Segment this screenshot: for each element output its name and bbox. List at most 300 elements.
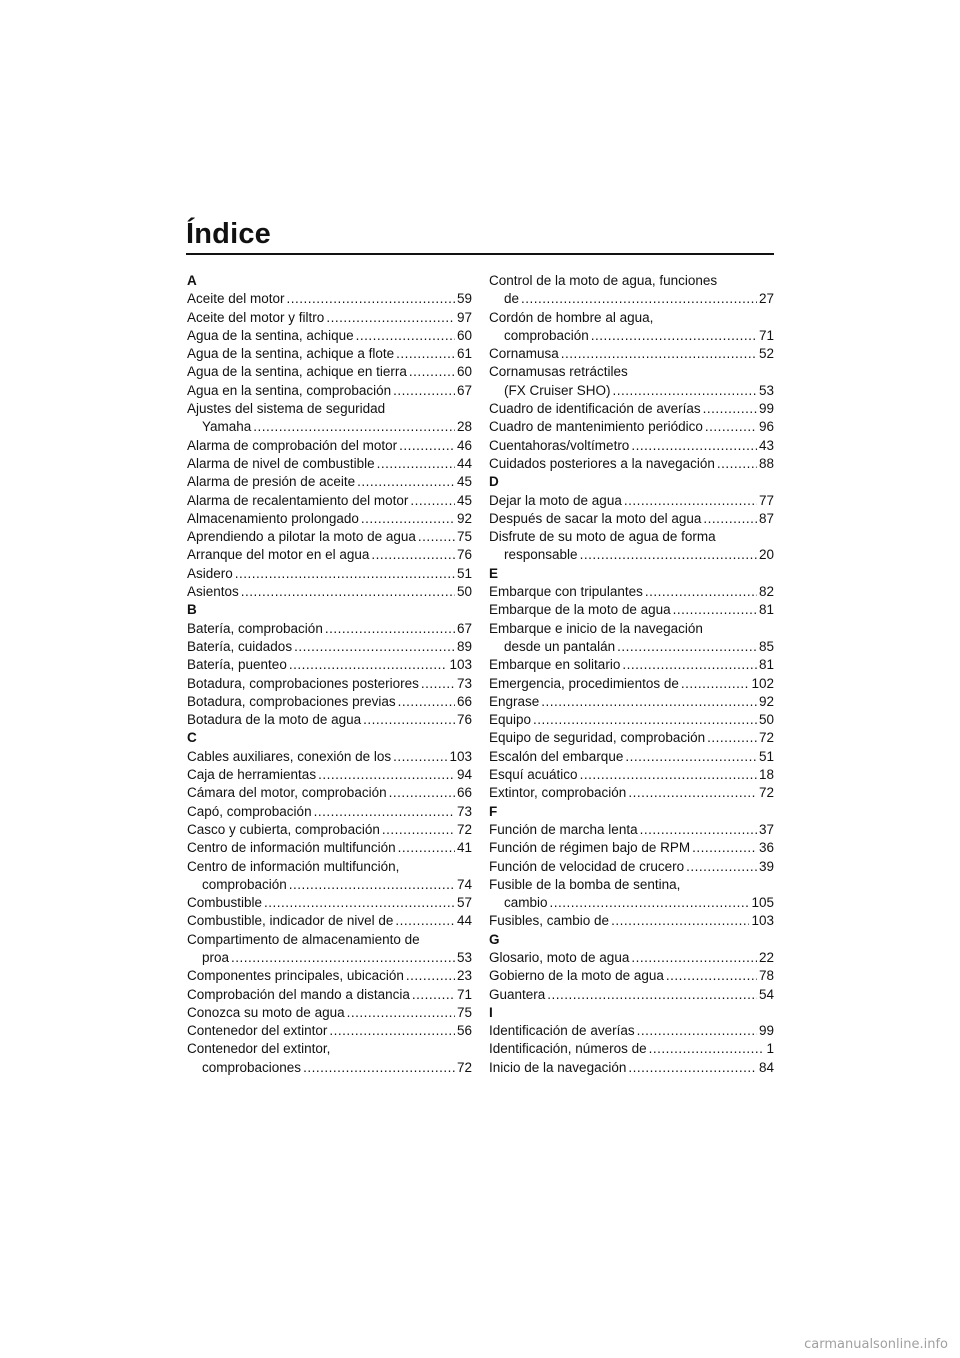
dot-leader (396, 345, 455, 363)
index-entry (187, 455, 472, 473)
index-entry (489, 693, 774, 711)
index-entry-text: Batería, comprobación (187, 620, 323, 636)
dot-leader (318, 766, 455, 784)
index-entry-page: 50 (758, 712, 774, 728)
index-entry (489, 912, 774, 930)
dot-leader (591, 327, 757, 345)
dot-leader (521, 290, 757, 308)
index-entry (489, 986, 774, 1004)
index-entry (187, 510, 472, 528)
dot-leader (418, 528, 455, 546)
index-entry-page: 36 (758, 840, 774, 856)
index-entry-continuation (187, 1059, 472, 1077)
index-entry (187, 437, 472, 455)
index-entry (187, 656, 472, 674)
index-entry-heading: Fusible de la bomba de sentina, (489, 876, 681, 892)
index-entry-page: 73 (456, 803, 472, 819)
index-entry (489, 345, 774, 363)
index-entry-text: Identificación, números de (489, 1041, 647, 1057)
index-entry-text: (FX Cruiser SHO) (504, 382, 611, 398)
dot-leader (421, 675, 455, 693)
index-entry-page: 103 (751, 913, 774, 929)
dot-leader (289, 876, 455, 894)
index-entry-continuation (489, 894, 774, 912)
index-entry-text: Contenedor del extintor (187, 1023, 328, 1039)
index-entry-text: comprobación (504, 327, 589, 343)
dot-leader (382, 821, 455, 839)
dot-leader (399, 437, 455, 455)
index-entry-continuation (489, 546, 774, 564)
index-entry-page: 1 (766, 1041, 774, 1057)
index-entry-page: 41 (456, 840, 472, 856)
dot-leader (561, 345, 757, 363)
index-entry (489, 656, 774, 674)
index-entry-heading: Disfrute de su moto de agua de forma (489, 529, 716, 545)
index-entry-text: desde un pantalán (504, 638, 616, 654)
dot-leader (611, 912, 749, 930)
index-entry-text: Después de sacar la moto del agua (489, 510, 702, 526)
index-entry (187, 693, 472, 711)
index-entry-page: 22 (758, 949, 774, 965)
dot-leader (649, 1040, 765, 1058)
index-entry-text: Alarma de presión de aceite (187, 474, 356, 490)
index-entry-text: Aprendiendo a pilotar la moto de agua (187, 529, 416, 545)
index-entry-text: Gobierno de la moto de agua (489, 968, 664, 984)
index-entry-text: Engrase (489, 693, 540, 709)
dot-leader (673, 601, 757, 619)
index-entry-page: 37 (758, 821, 774, 837)
index-entry-text: Función de marcha lenta (489, 821, 638, 837)
index-entry-text: Asientos (187, 584, 239, 600)
index-entry-page: 53 (456, 949, 472, 965)
dot-leader (395, 912, 455, 930)
dot-leader (389, 784, 455, 802)
dot-leader (406, 967, 455, 985)
index-entry-page: 20 (758, 547, 774, 563)
index-entry-text: Botadura, comprobaciones previas (187, 693, 396, 709)
index-entry-page: 71 (456, 986, 472, 1002)
index-entry (187, 675, 472, 693)
index-entry (489, 711, 774, 729)
index-entry-page: 89 (456, 638, 472, 654)
dot-leader (361, 510, 455, 528)
dot-leader (377, 455, 455, 473)
index-entry (187, 345, 472, 363)
index-entry-heading: Cordón de hombre al agua, (489, 309, 654, 325)
index-entry (187, 620, 472, 638)
dot-leader (645, 583, 757, 601)
dot-leader (703, 510, 757, 528)
index-entry-continuation (489, 290, 774, 308)
index-entry-page: 44 (456, 913, 472, 929)
index-entry-heading: Embarque e inicio de la navegación (489, 620, 703, 636)
index-entry (187, 803, 472, 821)
index-entry (187, 894, 472, 912)
index-entry-page: 92 (758, 693, 774, 709)
dot-leader (412, 986, 455, 1004)
index-entry-page: 99 (758, 401, 774, 417)
index-entry (187, 912, 472, 930)
index-entry-page: 103 (449, 748, 472, 764)
index-entry (187, 711, 472, 729)
index-entry-text: Agua de la sentina, achique (187, 327, 354, 343)
index-entry-page: 44 (456, 455, 472, 471)
dot-leader (294, 638, 455, 656)
index-entry-page: 18 (758, 767, 774, 783)
index-entry-text: Botadura, comprobaciones posteriores (187, 675, 419, 691)
index-entry (489, 455, 774, 473)
dot-leader (550, 894, 750, 912)
index-entry (187, 473, 472, 491)
index-entry-continuation (187, 418, 472, 436)
index-section-letter: I (489, 1004, 493, 1020)
index-entry-text: Embarque con tripulantes (489, 584, 643, 600)
dot-leader (347, 1004, 455, 1022)
dot-leader (613, 382, 757, 400)
dot-leader (707, 729, 757, 747)
index-entry-page: 74 (456, 876, 472, 892)
index-entry-page: 102 (751, 675, 774, 691)
index-entry-page: 28 (456, 419, 472, 435)
index-entry-page: 39 (758, 858, 774, 874)
index-entry (489, 949, 774, 967)
index-entry-page: 59 (456, 291, 472, 307)
dot-leader (580, 766, 757, 784)
index-entry-continuation (489, 382, 774, 400)
index-entry-text: Inicio de la navegación (489, 1059, 627, 1075)
index-entry-text: Comprobación del mando a distancia (187, 986, 410, 1002)
index-entry (187, 327, 472, 345)
dot-leader (398, 693, 455, 711)
index-entry-text: Cámara del motor, comprobación (187, 785, 387, 801)
dot-leader (580, 546, 757, 564)
dot-leader (409, 363, 455, 381)
index-entry-page: 72 (456, 821, 472, 837)
index-entry (489, 418, 774, 436)
index-entry (187, 748, 472, 766)
index-entry-page: 46 (456, 437, 472, 453)
dot-leader (326, 309, 455, 327)
index-entry-text: comprobaciones (202, 1059, 302, 1075)
dot-leader (703, 400, 757, 418)
index-entry-heading: Control de la moto de agua, funciones (489, 273, 718, 288)
index-entry-text: Aceite del motor (187, 291, 285, 307)
dot-leader (314, 803, 455, 821)
index-entry (489, 437, 774, 455)
index-entry-page: 105 (751, 895, 774, 911)
index-entry-text: Alarma de comprobación del motor (187, 437, 398, 453)
index-entry-page: 87 (758, 510, 774, 526)
index-entry (489, 1040, 774, 1058)
index-entry-continuation (187, 876, 472, 894)
index-entry-page: 50 (456, 584, 472, 600)
dot-leader (640, 821, 757, 839)
dot-leader (547, 986, 757, 1004)
index-entry-page: 103 (449, 657, 472, 673)
index-entry (187, 492, 472, 510)
index-entry-text: Cuadro de mantenimiento periódico (489, 419, 703, 435)
index-entry (489, 510, 774, 528)
index-entry-continuation (489, 638, 774, 656)
index-entry-text: cambio (504, 895, 548, 911)
index-entry (187, 784, 472, 802)
dot-leader (628, 784, 757, 802)
index-entry-page: 82 (758, 584, 774, 600)
dot-leader (357, 473, 455, 491)
index-entry-text: Embarque de la moto de agua (489, 602, 671, 618)
index-entry-page: 27 (758, 291, 774, 307)
index-entry-text: proa (202, 949, 230, 965)
index-entry-heading: Ajustes del sistema de seguridad (187, 401, 386, 417)
index-entry (489, 400, 774, 418)
index-entry-page: 60 (456, 364, 472, 380)
index-entry-page: 81 (758, 602, 774, 618)
index-entry-page: 66 (456, 693, 472, 709)
index-entry-text: Arranque del motor en el agua (187, 547, 370, 563)
index-entry-text: de (504, 291, 520, 307)
index-entry-text: Combustible (187, 895, 263, 911)
index-entry-page: 75 (456, 1004, 472, 1020)
index-entry-continuation (489, 327, 774, 345)
index-entry-continuation (187, 949, 472, 967)
index-entry-text: Alarma de nivel de combustible (187, 455, 375, 471)
index-entry (489, 729, 774, 747)
index-entry-text: Glosario, moto de agua (489, 949, 630, 965)
dot-leader (235, 565, 455, 583)
index-entry (489, 1059, 774, 1077)
dot-leader (624, 492, 757, 510)
index-entry-text: Cuidados posteriores a la navegación (489, 455, 715, 471)
index-entry-text: Cornamusa (489, 346, 559, 362)
index-entry (187, 766, 472, 784)
index-entry (489, 766, 774, 784)
index-entry-page: 45 (456, 474, 472, 490)
dot-leader (628, 1059, 757, 1077)
index-entry-page: 94 (456, 767, 472, 783)
index-entry-text: responsable (504, 547, 578, 563)
dot-leader (666, 967, 757, 985)
dot-leader (398, 839, 455, 857)
index-section-letter: C (187, 730, 197, 746)
index-entry-text: Batería, puenteo (187, 657, 287, 673)
index-entry (187, 1004, 472, 1022)
index-entry-heading: Compartimento de almacenamiento de (187, 931, 420, 947)
index-entry-heading: Contenedor del extintor, (187, 1041, 331, 1057)
dot-leader (371, 546, 455, 564)
dot-leader (705, 418, 757, 436)
dot-leader (289, 656, 448, 674)
index-entry (187, 821, 472, 839)
index-entry-text: Equipo (489, 712, 532, 728)
index-entry (187, 583, 472, 601)
index-entry-page: 53 (758, 382, 774, 398)
index-entry-text: Centro de información multifunción (187, 840, 396, 856)
index-entry (489, 492, 774, 510)
dot-leader (692, 839, 757, 857)
index-section-letter: B (187, 602, 197, 618)
dot-leader (410, 492, 455, 510)
index-entry-text: Capó, comprobación (187, 803, 312, 819)
index-entry-text: Equipo de seguridad, comprobación (489, 730, 706, 746)
dot-leader (533, 711, 757, 729)
index-entry-text: Emergencia, procedimientos de (489, 675, 679, 691)
index-entry-text: Combustible, indicador de nivel de (187, 913, 394, 929)
index-entry (187, 839, 472, 857)
index-entry-text: Escalón del embarque (489, 748, 624, 764)
dot-leader (356, 327, 455, 345)
index-entry-text: Guantera (489, 986, 546, 1002)
index-entry-page: 72 (456, 1059, 472, 1075)
index-entry (489, 748, 774, 766)
index-entry-page: 96 (758, 419, 774, 435)
dot-leader (231, 949, 455, 967)
index-entry-page: 72 (758, 785, 774, 801)
index-entry-text: Fusibles, cambio de (489, 913, 610, 929)
dot-leader (363, 711, 455, 729)
index-entry-page: 99 (758, 1023, 774, 1039)
index-section-letter: D (489, 474, 499, 490)
index-entry-text: Alarma de recalentamiento del motor (187, 492, 409, 508)
index-entry-text: Función de velocidad de crucero (489, 858, 685, 874)
index-entry (187, 967, 472, 985)
index-entry-page: 57 (456, 895, 472, 911)
index-entry-page: 78 (758, 968, 774, 984)
index-entry-text: Agua de la sentina, achique en tierra (187, 364, 407, 380)
index-entry (489, 1022, 774, 1040)
index-entry-page: 51 (456, 565, 472, 581)
index-entry-text: Aceite del motor y filtro (187, 309, 325, 325)
index-entry-page: 54 (758, 986, 774, 1002)
index-entry-text: Asidero (187, 565, 233, 581)
index-entry-page: 73 (456, 675, 472, 691)
index-entry-page: 60 (456, 327, 472, 343)
dot-leader (253, 418, 455, 436)
index-column-right (489, 272, 774, 1077)
index-entry (187, 363, 472, 381)
index-entry-text: Almacenamiento prolongado (187, 510, 359, 526)
index-entry-page: 71 (758, 327, 774, 343)
index-entry-text: Función de régimen bajo de RPM (489, 840, 691, 856)
dot-leader (681, 675, 750, 693)
index-entry (187, 290, 472, 308)
index-entry-page: 81 (758, 657, 774, 673)
index-entry-page: 88 (758, 455, 774, 471)
index-entry (489, 784, 774, 802)
index-entry-page: 72 (758, 730, 774, 746)
index-column-left (187, 272, 472, 1077)
dot-leader (329, 1022, 455, 1040)
index-entry (187, 565, 472, 583)
index-entry-heading: Cornamusas retráctiles (489, 364, 628, 380)
index-entry-text: Esquí acuático (489, 767, 578, 783)
dot-leader (717, 455, 757, 473)
index-entry (187, 1022, 472, 1040)
index-entry-page: 61 (456, 346, 472, 362)
index-entry-text: Caja de herramientas (187, 767, 317, 783)
index-entry (187, 546, 472, 564)
index-entry-page: 84 (758, 1059, 774, 1075)
index-entry-page: 76 (456, 712, 472, 728)
dot-leader (303, 1059, 455, 1077)
dot-leader (393, 382, 455, 400)
index-entry-page: 92 (456, 510, 472, 526)
index-entry-page: 43 (758, 437, 774, 453)
index-entry-page: 97 (456, 309, 472, 325)
dot-leader (631, 949, 757, 967)
index-entry (187, 986, 472, 1004)
index-entry-text: comprobación (202, 876, 287, 892)
index-section-letter: G (489, 931, 500, 947)
dot-leader (637, 1022, 757, 1040)
index-section-letter: F (489, 803, 498, 819)
dot-leader (686, 858, 757, 876)
dot-leader (325, 620, 455, 638)
dot-leader (264, 894, 455, 912)
index-entry (489, 601, 774, 619)
index-entry-page: 67 (456, 382, 472, 398)
index-entry-text: Cuentahoras/voltímetro (489, 437, 630, 453)
index-entry-page: 52 (758, 346, 774, 362)
index-entry-page: 45 (456, 492, 472, 508)
dot-leader (617, 638, 757, 656)
index-entry-text: Extintor, comprobación (489, 785, 627, 801)
dot-leader (622, 656, 757, 674)
index-entry (187, 528, 472, 546)
dot-leader (631, 437, 757, 455)
title-divider (186, 253, 774, 255)
index-entry (187, 382, 472, 400)
index-entry-text: Casco y cubierta, comprobación (187, 821, 380, 837)
index-entry-page: 75 (456, 529, 472, 545)
index-entry (489, 821, 774, 839)
index-entry-text: Componentes principales, ubicación (187, 968, 404, 984)
index-entry-text: Yamaha (202, 419, 252, 435)
index-entry-page: 77 (758, 492, 774, 508)
dot-leader (625, 748, 757, 766)
dot-leader (287, 290, 455, 308)
index-entry (489, 675, 774, 693)
index-entry (489, 967, 774, 985)
index-entry-text: Batería, cuidados (187, 638, 293, 654)
index-section-letter: E (489, 565, 499, 581)
index-entry-text: Cuadro de identificación de averías (489, 401, 701, 417)
index-entry-text: Cables auxiliares, conexión de los (187, 748, 392, 764)
index-entry-text: Embarque en solitario (489, 657, 621, 673)
index-entry (489, 839, 774, 857)
index-entry-page: 56 (456, 1023, 472, 1039)
index-entry (489, 583, 774, 601)
watermark: carmanualsonline.info (804, 1337, 948, 1352)
index-entry-page: 66 (456, 785, 472, 801)
index-entry-page: 85 (758, 638, 774, 654)
index-entry-page: 67 (456, 620, 472, 636)
index-entry-page: 23 (456, 968, 472, 984)
index-entry-text: Botadura de la moto de agua (187, 712, 362, 728)
dot-leader (241, 583, 455, 601)
index-entry (187, 638, 472, 656)
index-entry-heading: Centro de información multifunción, (187, 858, 400, 874)
index-entry-text: Conozca su moto de agua (187, 1004, 345, 1020)
index-section-letter: A (187, 273, 197, 288)
index-entry-text: Identificación de averías (489, 1023, 635, 1039)
index-entry-text: Agua en la sentina, comprobación (187, 382, 392, 398)
index-entry-text: Dejar la moto de agua (489, 492, 622, 508)
dot-leader (393, 748, 447, 766)
index-entry-page: 76 (456, 547, 472, 563)
dot-leader (541, 693, 757, 711)
index-entry (489, 858, 774, 876)
index-entry (187, 309, 472, 327)
